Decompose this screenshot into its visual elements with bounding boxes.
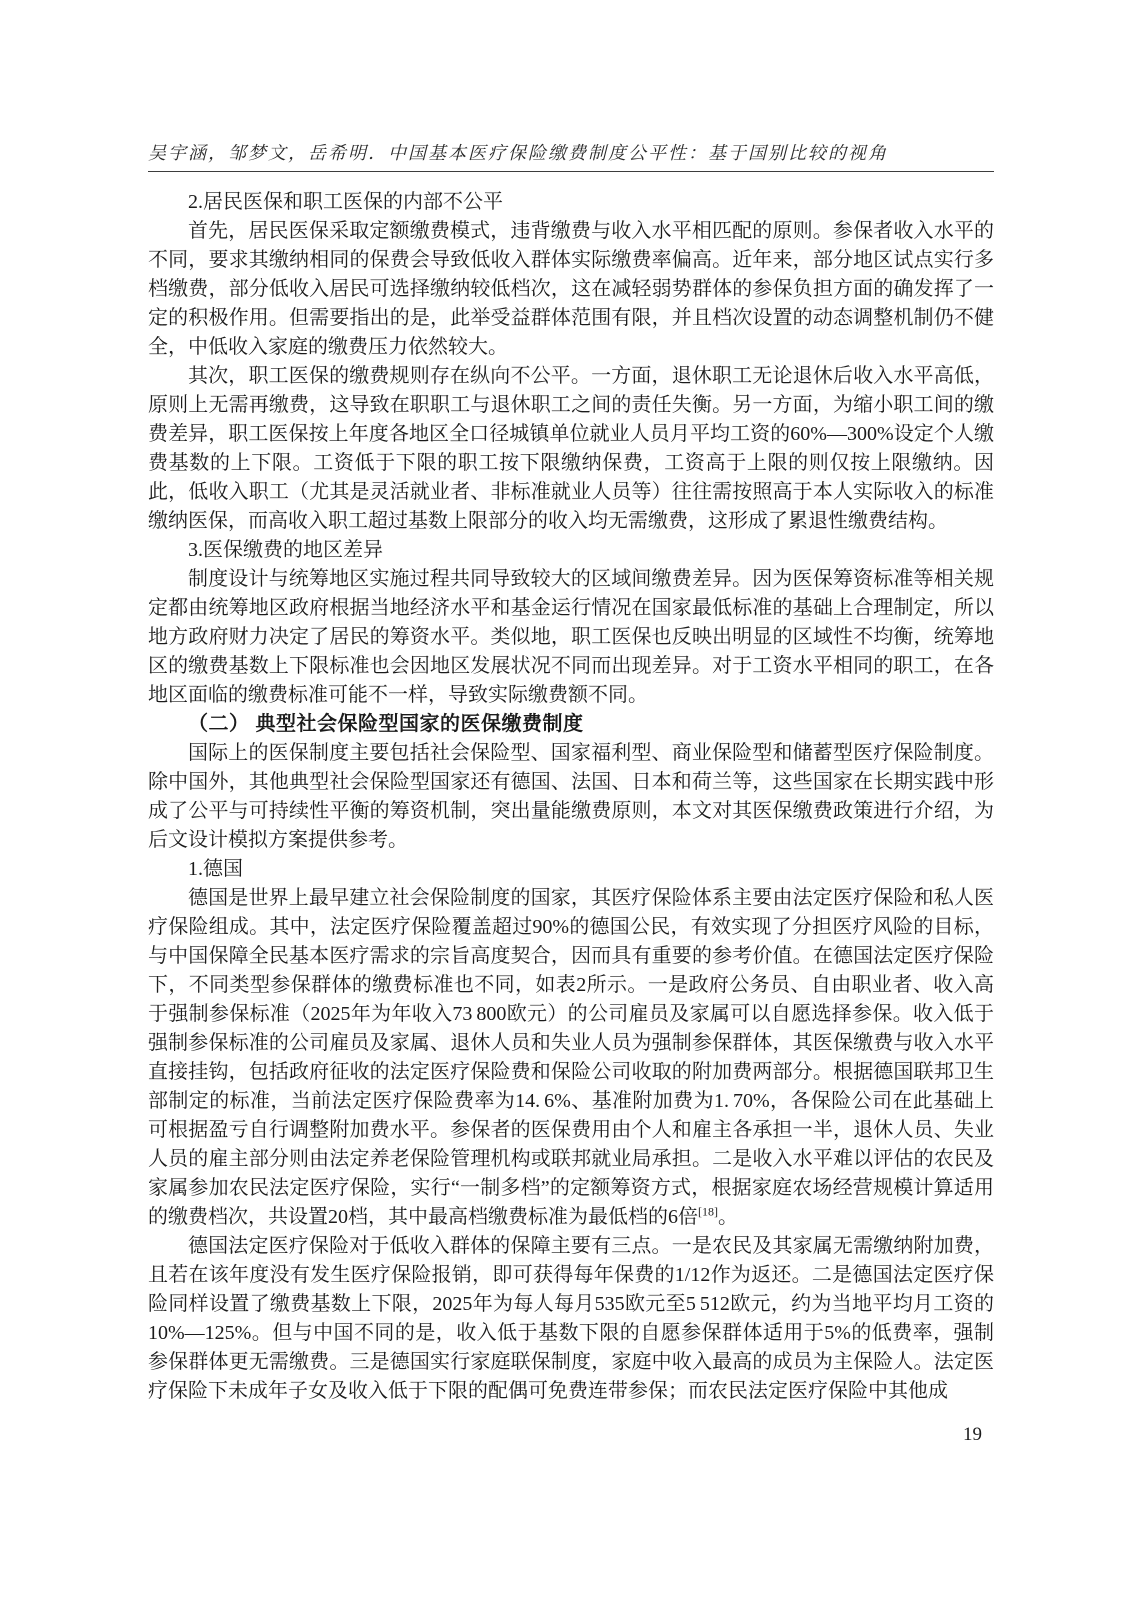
paragraph-regional-contribution-differences: 制度设计与统筹地区实施过程共同导致较大的区域间缴费差异。因为医保筹资标准等相关规定都由统筹地区政府根据当地经济水平和基金运行情况在国家最低标准的基础上合理制定，所以地方政府财力决定了居民的筹资水平。类似地，职工医保也反映出明显的区域性不均衡，统筹地区的缴费基数上下限标准也会因地区发展状况不同而出现差异。对于工资水平相同的职工，在各地区面临的缴费标准可能不一样，导致实际缴费额不同。: [148, 568, 994, 706]
subheading-regional-differences: 3.医保缴费的地区差异: [188, 539, 383, 561]
subheading-internal-unfairness: 2.居民医保和职工医保的内部不公平: [188, 191, 503, 213]
running-header: 吴宇涵，邹梦文，岳希明．中国基本医疗保险缴费制度公平性：基于国别比较的视角: [148, 143, 888, 163]
paragraph-international-insurance-types: 国际上的医保制度主要包括社会保险型、国家福利型、商业保险型和储蓄型医疗保险制度。除中国外，其他典型社会保险型国家还有德国、法国、日本和荷兰等，这些国家在长期实践中形成了公平与可持续性平衡的筹资机制，突出量能缴费原则，本文对其医保缴费政策进行介绍，为后文设计模拟方案提供参考。: [148, 742, 994, 851]
paragraph-germany-overview: [148, 884, 994, 1232]
page-content: [148, 142, 994, 1406]
header-rule: [148, 171, 994, 172]
paragraph-resident-insurance-flat-fee: 首先，居民医保采取定额缴费模式，违背缴费与收入水平相匹配的原则。参保者收入水平的不同，要求其缴纳相同的保费会导致低收入群体实际缴费率偏高。近年来，部分地区试点实行多档缴费，部分低收入居民可选择缴纳较低档次，这在减轻弱势群体的参保负担方面的确发挥了一定的积极作用。但需要指出的是，此举受益群体范围有限，并且档次设置的动态调整机制仍不健全，中低收入家庭的缴费压力依然较大。: [148, 220, 994, 358]
paragraph-germany-low-income-protection: 德国法定医疗保险对于低收入群体的保障主要有三点。一是农民及其家属无需缴纳附加费，且若在该年度没有发生医疗保险报销，即可获得每年保费的1/12作为返还。二是德国法定医疗保险同样设置了缴费基数上下限，2025年为每人每月535欧元至5 512欧元，约为当地平均月工资的10%—125%。但与中国不同的是，收入低于基数下限的自愿参保群体适用于5%的低费率，强制参保群体更无需缴费。三是德国实行家庭联保制度，家庭中收入最高的成员为主保险人。法定医疗保险下未成年子女及收入低于下限的配偶可免费连带参保；而农民法定医疗保险中其他成: [148, 1235, 994, 1402]
paragraph-germany-overview-period: 。: [718, 1206, 738, 1228]
paragraph-employee-insurance-vertical-unfairness: 其次，职工医保的缴费规则存在纵向不公平。一方面，退休职工无论退休后收入水平高低，原则上无需再缴费，这导致在职职工与退休职工之间的责任失衡。另一方面，为缩小职工间的缴费差异，职工医保按上年度各地区全口径城镇单位就业人员月平均工资的60%—300%设定个人缴费基数的上下限。工资低于下限的职工按下限缴纳保费，工资高于上限的则仅按上限缴纳。因此，低收入职工（尤其是灵活就业者、非标准就业人员等）往往需按照高于本人实际收入的标准缴纳医保，而高收入职工超过基数上限部分的收入均无需缴费，这形成了累退性缴费结构。: [148, 365, 994, 532]
page-number: 19: [963, 1424, 982, 1445]
citation-ref-18: [18]: [698, 1204, 718, 1219]
paragraph-germany-overview-text: 德国是世界上最早建立社会保险制度的国家，其医疗保险体系主要由法定医疗保险和私人医疗保险组成。其中，法定医疗保险覆盖超过90%的德国公民，有效实现了分担医疗风险的目标，与中国保障全民基本医疗需求的宗旨高度契合，因而具有重要的参考价值。在德国法定医疗保险下，不同类型参保群体的缴费标准也不同，如表2所示。一是政府公务员、自由职业者、收入高于强制参保标准（2025年为年收入73 800欧元）的公司雇员及家属可以自愿选择参保。收入低于强制参保标准的公司雇员及家属、退休人员和失业人员为强制参保群体，其医保缴费与收入水平直接挂钩，包括政府征收的法定医疗保险费和保险公司收取的附加费两部分。根据德国联邦卫生部制定的标准，当前法定医疗保险费率为14. 6%、基准附加费为1. 70%，各保险公司在此基础上可根据盈亏自行调整附加费水平。参保者的医保费用由个人和雇主各承担一半，退休人员、失业人员的雇主部分则由法定养老保险管理机构或联邦就业局承担。二是收入水平难以评估的农民及家属参加农民法定医疗保险，实行“一制多档”的定额筹资方式，根据家庭农场经营规模计算适用的缴费档次，共设置20档，其中最高档缴费标准为最低档的6倍: [148, 887, 994, 1228]
article-body: [148, 188, 994, 1406]
heading-typical-social-insurance-countries: （二） 典型社会保险型国家的医保缴费制度: [188, 713, 584, 735]
subheading-germany: 1.德国: [188, 858, 243, 880]
